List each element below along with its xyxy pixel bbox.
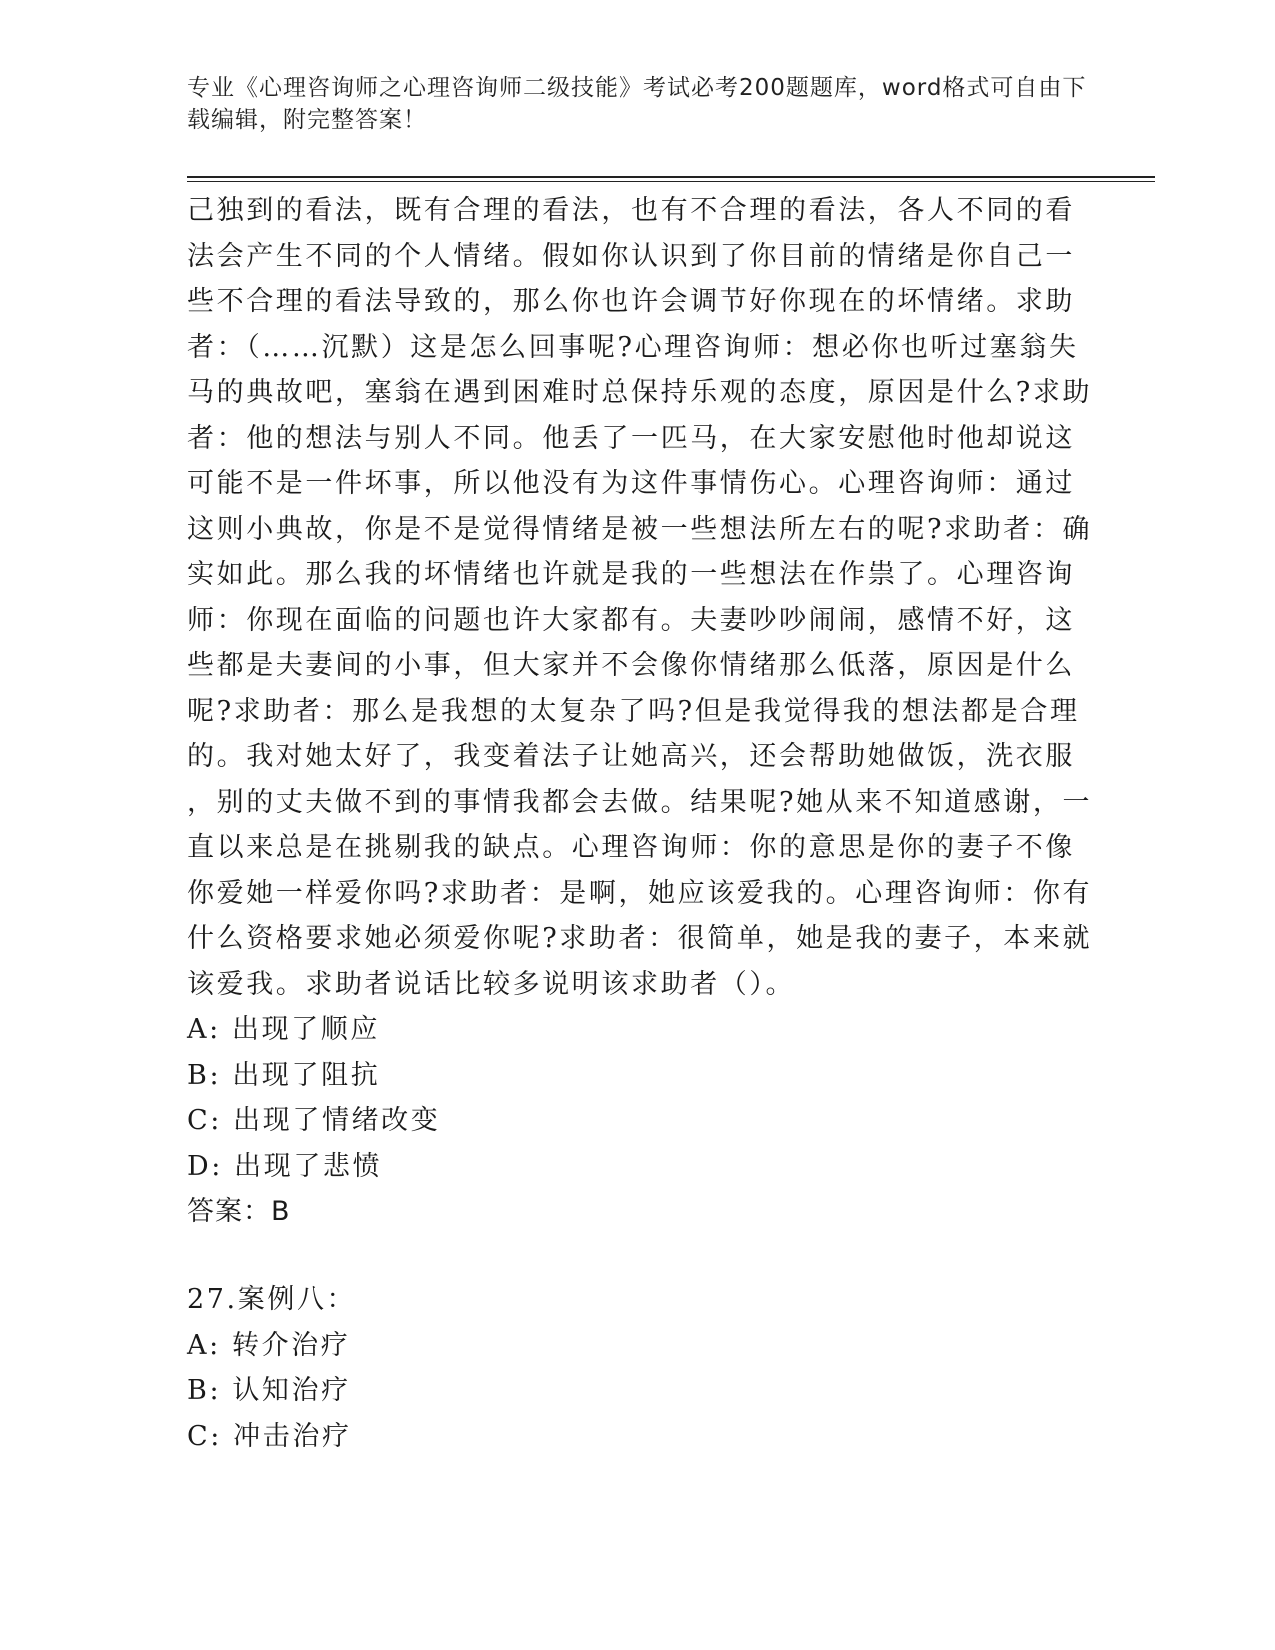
passage-line: 己独到的看法，既有合理的看法，也有不合理的看法，各人不同的看 xyxy=(187,195,1075,226)
passage-line: 实如此。那么我的坏情绪也许就是我的一些想法在作祟了。心理咨询 xyxy=(187,559,1075,590)
option-c: C: 出现了情绪改变 xyxy=(187,1105,441,1136)
option-b: B: 出现了阻抗 xyxy=(187,1059,381,1091)
passage-line: 马的典故吧，塞翁在遇到困难时总保持乐观的态度，原因是什么?求助 xyxy=(187,377,1093,408)
header-divider-thin xyxy=(187,181,1155,182)
passage-line: ，别的丈夫做不到的事情我都会去做。结果呢?她从来不知道感谢，一 xyxy=(187,786,1093,818)
option-d: D: 出现了悲愤 xyxy=(187,1150,383,1182)
passage-line: 什么资格要求她必须爱你呢?求助者：很简单，她是我的妻子，本来就 xyxy=(187,923,1093,954)
passage-line: 师：你现在面临的问题也许大家都有。夫妻吵吵闹闹，感情不好，这 xyxy=(187,604,1075,636)
option-b: B: 认知治疗 xyxy=(187,1375,351,1406)
case-passage xyxy=(187,188,1093,1235)
document-header: 专业《心理咨询师之心理咨询师二级技能》考试必考200题题库，word格式可自由下载编辑，附完整答案！ xyxy=(187,75,1087,133)
passage-line: 者：（……沉默）这是怎么回事呢?心理咨询师：想必你也听过塞翁失 xyxy=(187,331,1079,363)
passage-line: 直以来总是在挑剔我的缺点。心理咨询师：你的意思是你的妻子不像 xyxy=(187,832,1075,863)
passage-line: 些都是夫妻间的小事，但大家并不会像你情绪那么低落，原因是什么 xyxy=(187,650,1075,681)
header-divider-thick xyxy=(187,176,1155,178)
question-27 xyxy=(187,1277,1067,1459)
passage-line: 呢?求助者：那么是我想的太复杂了吗?但是我觉得我的想法都是合理 xyxy=(187,695,1080,727)
option-c: C: 冲击治疗 xyxy=(187,1420,352,1452)
passage-line: 可能不是一件坏事，所以他没有为这件事情伤心。心理咨询师：通过 xyxy=(187,468,1075,499)
passage-line: 该爱我。求助者说话比较多说明该求助者（）。 xyxy=(187,968,796,1000)
passage-line: 的。我对她太好了，我变着法子让她高兴，还会帮助她做饭，洗衣服 xyxy=(187,741,1075,772)
passage-line: 这则小典故，你是不是觉得情绪是被一些想法所左右的呢?求助者：确 xyxy=(187,513,1093,545)
option-a: A: 转介治疗 xyxy=(187,1329,351,1361)
passage-line: 法会产生不同的个人情绪。假如你认识到了你目前的情绪是你自己一 xyxy=(187,240,1075,272)
question-stem: 27.案例八： xyxy=(187,1284,357,1315)
option-a: A: 出现了顺应 xyxy=(187,1014,380,1045)
passage-line: 你爱她一样爱你吗?求助者：是啊，她应该爱我的。心理咨询师：你有 xyxy=(187,877,1093,909)
answer-line: 答案：B xyxy=(187,1196,291,1227)
passage-line: 者：他的想法与别人不同。他丢了一匹马，在大家安慰他时他却说这 xyxy=(187,422,1075,454)
passage-line: 些不合理的看法导致的，那么你也许会调节好你现在的坏情绪。求助 xyxy=(187,286,1075,317)
